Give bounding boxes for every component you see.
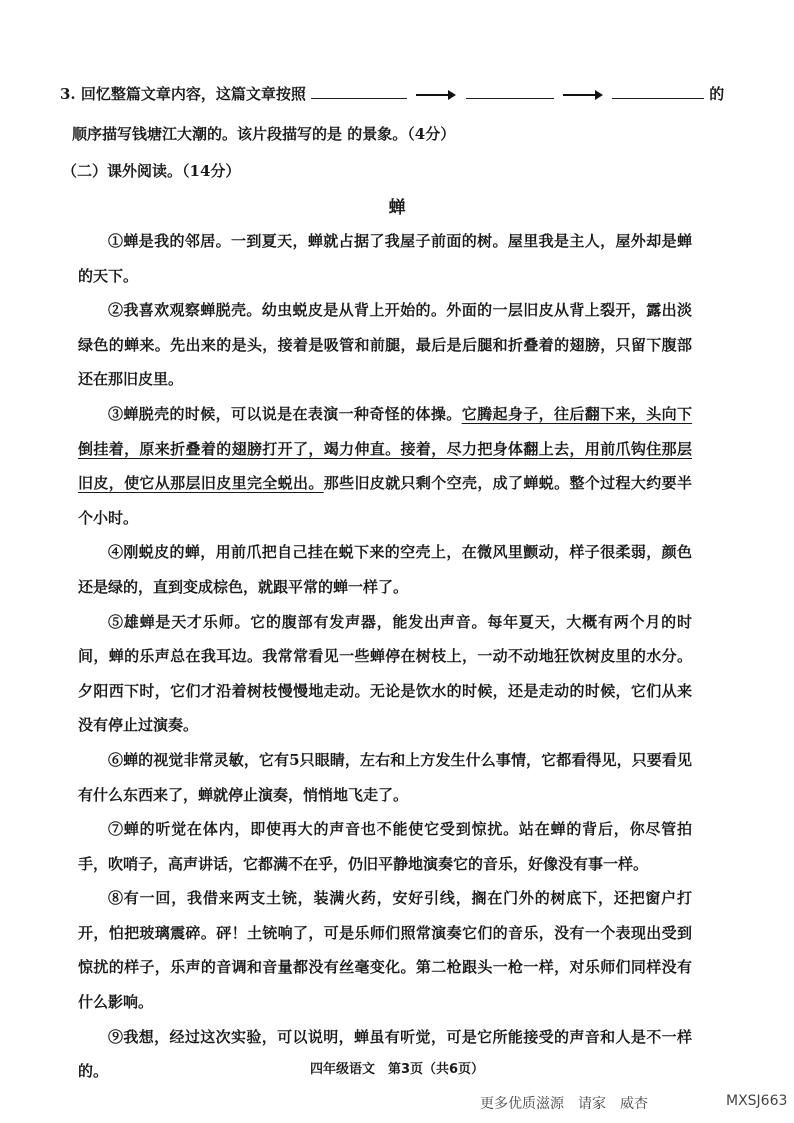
answer-blank-1[interactable]	[311, 80, 407, 99]
section-heading: （二）课外阅读。（14分）	[62, 162, 241, 180]
paragraph-5: ⑤雄蝉是天才乐师。它的腹部有发声器，能发出声音。每年夏天，大概有两个月的时间，蝉的乐声总在我耳边。我常常看见一些蝉停在树枝上，一动不动地狂饮树皮里的水分。夕阳西下时，它们才沿着树枝慢慢地走动。无论是饮水的时候，还是走动的时候，它们从来没有停止过演奏。	[78, 612, 692, 735]
answer-blank-2[interactable]	[466, 80, 554, 99]
question-3-text-2: 顺序描写钱塘江大潮的。该片段描写的是	[72, 125, 343, 143]
paragraph-6: ⑥蝉的视觉非常灵敏，它有5只眼睛，左右和上方发生什么事情，它都看得见，只要看见有什么东西来了，蝉就停止演奏，悄悄地飞走了。	[78, 750, 692, 804]
paragraph-3-tail: 那些旧皮就只剩个空壳，成了蝉蜕。整个过程大约要半个小时。	[78, 474, 692, 527]
answer-blank-3[interactable]	[612, 80, 704, 99]
question-3-text: 3. 回忆整篇文章内容，这篇文章按照	[60, 85, 306, 103]
watermark-text: 更多优质滋源 请家 威杏	[480, 1096, 648, 1112]
passage-body	[78, 224, 692, 1089]
paragraph-4: ④刚蜕皮的蝉，用前爪把自己挂在蜕下来的空壳上，在微风里颤动，样子很柔弱，颜色还是绿的，直到变成棕色，就跟平常的蝉一样了。	[78, 543, 692, 596]
question-3-suffix: 的	[709, 85, 725, 103]
question-3-line2	[72, 120, 455, 148]
paragraph-3	[78, 397, 692, 535]
paragraph-2: ②我喜欢观察蝉脱壳。幼虫蜕皮是从背上开始的。外面的一层旧皮从背上裂开，露出淡绿色的蝉来。先出来的是头，接着是吸管和前腿，最后是后腿和折叠着的翅膀，只留下腹部还在那旧皮里。	[78, 301, 692, 389]
watermark-code: MXSJ663	[726, 1093, 788, 1109]
paragraph-8: ⑧有一回，我借来两支土铳，装满火药，安好引线，搁在门外的树底下，还把窗户打开，怕把玻璃震碎。砰！土铳响了，可是乐师们照常演奏它们的音乐，没有一个表现出受到惊扰的样子，乐声的音调和音量都没有丝毫变化。第二枪跟头一枪一样，对乐师们同样没有什么影响。	[78, 889, 692, 1012]
passage-title: 蝉	[388, 198, 406, 218]
underlined-sentence: 它腾起身子，往后翻下来，头向下倒挂着，原来折叠着的翅膀打开了，竭力伸直。接着，尽力把身体翻上去，用前爪钩住那层旧皮，使它从那层旧皮里完全蜕出。	[78, 404, 692, 493]
paragraph-7: ⑦蝉的听觉在体内，即使再大的声音也不能使它受到惊扰。站在蝉的背后，你尽管拍手，吹哨子，高声讲话，它都满不在乎，仍旧平静地演奏它的音乐，好像没有事一样。	[78, 820, 692, 873]
paragraph-3-lead: ③蝉脱壳的时候，可以说是在表演一种奇怪的体操。	[108, 404, 462, 423]
paragraph-9: ⑨我想，经过这次实验，可以说明，蝉虽有听觉，可是它所能接受的声音和人是不一样的。	[78, 1027, 692, 1081]
paragraph-1: ①蝉是我的邻居。一到夏天，蝉就占据了我屋子前面的树。屋里我是主人，屋外却是蝉的天下。	[78, 232, 692, 285]
question-3-text-3: 的景象。（4分）	[347, 125, 456, 143]
page-footer: 四年级语文 第3页（共6页）	[309, 1062, 485, 1077]
arrow-right-icon	[416, 90, 456, 100]
question-3-line1	[60, 80, 724, 108]
arrow-right-icon	[563, 90, 603, 100]
